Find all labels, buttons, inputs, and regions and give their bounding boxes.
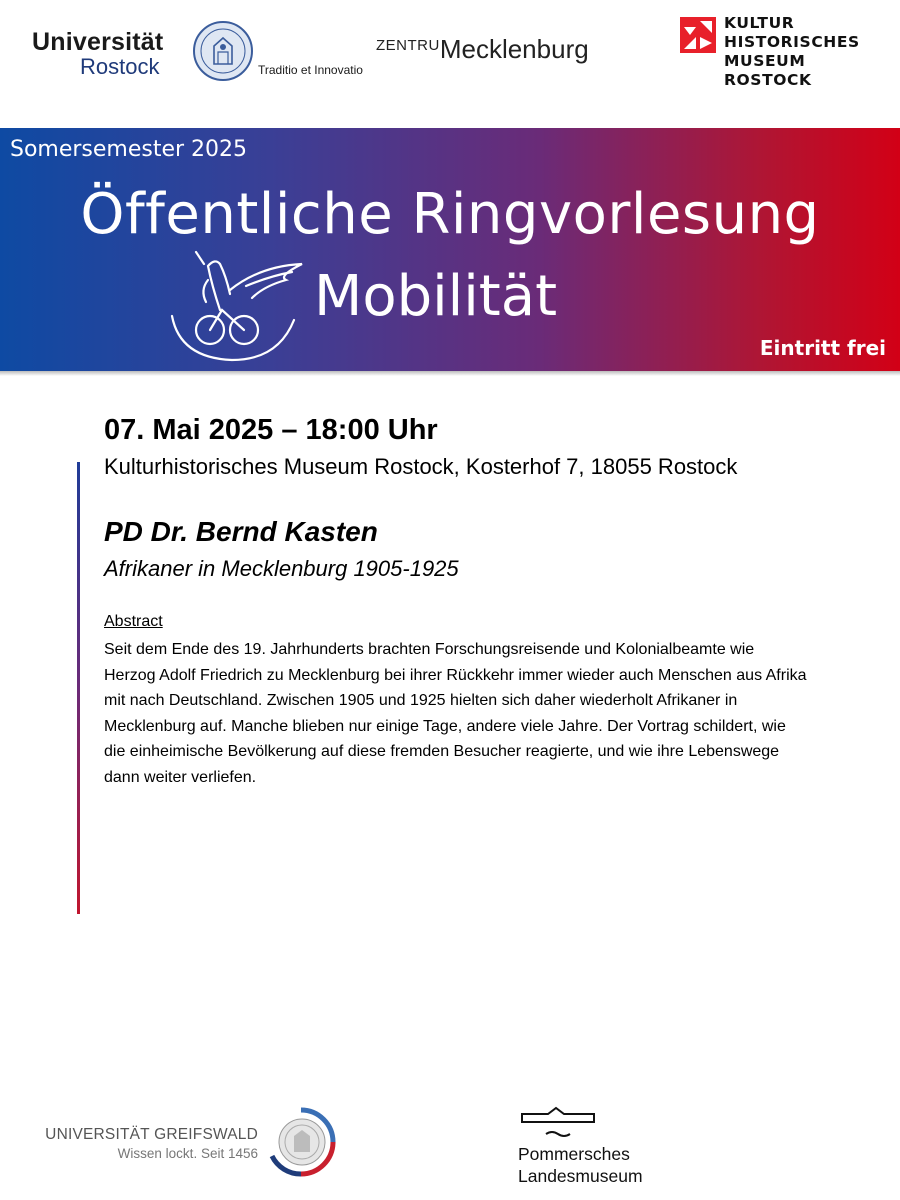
- uni-rostock-logo: [32, 20, 362, 90]
- abstract-text: [104, 637, 889, 790]
- museum-line3: MUSEUM: [724, 52, 806, 70]
- banner-shadow: [0, 371, 900, 376]
- uni-rostock-motto: Traditio et Innovatio: [258, 63, 363, 77]
- speaker-name: PD Dr. Bernd Kasten: [104, 516, 378, 547]
- uni-rostock-name-line2: Rostock: [80, 54, 160, 79]
- pommern-logo: [516, 1106, 676, 1188]
- museum-logo: [678, 12, 878, 94]
- semester-label: Somersemester 2025: [10, 137, 248, 162]
- entry-free-label: Eintritt frei: [759, 336, 886, 360]
- abstract-line: Mecklenburg auf. Manche blieben nur einige Tage, andere viele Jahre. Der Vortrag schildert, wie: [104, 717, 786, 735]
- banner-title: Öffentliche Ringvorlesung: [80, 182, 820, 247]
- event-datetime: 07. Mai 2025 – 18:00 Uhr: [104, 414, 438, 446]
- event-venue: Kulturhistorisches Museum Rostock, Kosterhof 7, 18055 Rostock: [104, 454, 738, 479]
- unicorn-on-cycle-emblem: [160, 246, 310, 368]
- museum-line1: KULTUR: [724, 14, 795, 32]
- university-seal-icon: [192, 20, 254, 82]
- museum-line4: ROSTOCK: [724, 71, 812, 89]
- zentrum-main: Mecklenburg: [439, 34, 589, 64]
- zentrum-prefix: ZENTRU: [376, 37, 440, 54]
- zentrum-mecklenburg-logo: [376, 34, 589, 65]
- abstract-line: Herzog Adolf Friedrich zu Mecklenburg bei ihrer Rückkehr immer wieder auch Menschen aus Afrika: [104, 666, 807, 684]
- museum-building-icon: [518, 1106, 596, 1140]
- lecture-banner: [0, 128, 900, 371]
- abstract-line: die einheimische Bevölkerung auf diese fremden Besucher reagierte, und wie ihre Lebenswege: [104, 743, 780, 760]
- greifswald-name: UNIVERSITÄT GREIFSWALD: [45, 1126, 258, 1143]
- abstract-line: mit nach Deutschland. Zwischen 1905 und 1925 hielten sich daher wiederholt Afrikaner in: [104, 692, 738, 709]
- museum-mark-icon: [680, 17, 716, 53]
- greifswald-logo: [45, 1106, 340, 1178]
- pommern-line1: Pommersches: [518, 1144, 630, 1164]
- talk-title: Afrikaner in Mecklenburg 1905-1925: [104, 556, 459, 581]
- abstract-line: dann weiter verliefen.: [104, 768, 257, 786]
- abstract-line: Seit dem Ende des 19. Jahrhunderts brachten Forschungsreisende und Kolonialbeamte wie: [104, 641, 755, 658]
- accent-bar: [77, 462, 80, 914]
- greifswald-seal-icon: [266, 1106, 336, 1178]
- pommern-line2: Landesmuseum: [518, 1166, 643, 1186]
- banner-subtitle: Mobilität: [314, 264, 558, 329]
- museum-line2: HISTORISCHES: [724, 33, 860, 51]
- greifswald-slogan: Wissen lockt. Seit 1456: [117, 1146, 258, 1161]
- uni-rostock-name-line1: Universität: [32, 28, 164, 56]
- abstract-label: Abstract: [104, 613, 163, 630]
